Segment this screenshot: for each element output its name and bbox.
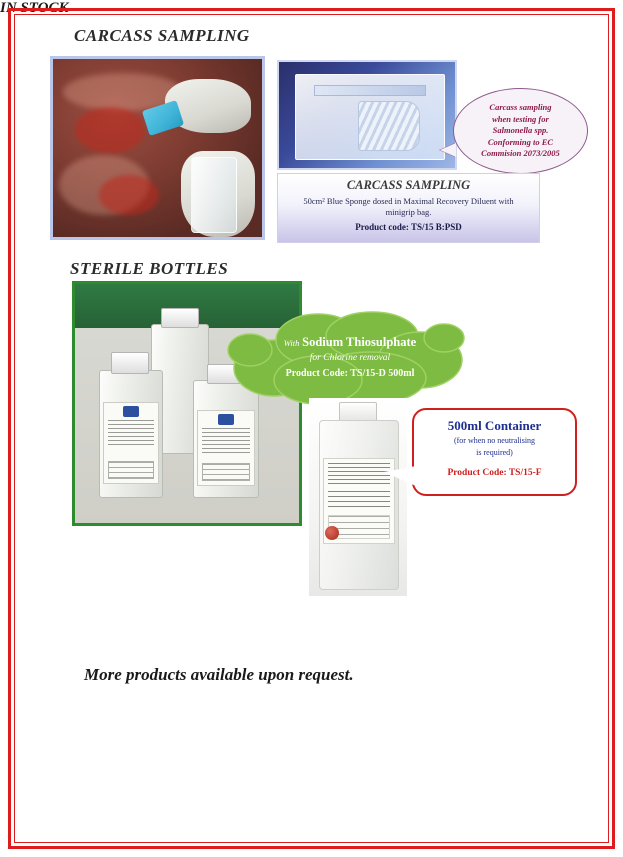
label-black-text (328, 491, 390, 511)
container-callout-title: 500ml Container (447, 418, 542, 433)
carcass-product-caption (277, 173, 540, 243)
container-photo (309, 398, 407, 596)
caption-heading: CARCASS SAMPLING (346, 178, 471, 192)
sponge-in-bag (358, 101, 420, 151)
label-detail-box (108, 461, 154, 479)
sponge-bag-photo (277, 60, 457, 170)
container-callout-sub-2: is required) (476, 448, 513, 458)
cloud-product-code: Product Code: TS/15-D 500ml (285, 367, 415, 379)
minigrip-bag (295, 74, 445, 160)
container-product-callout (412, 408, 577, 496)
label-seal-dot (325, 526, 339, 540)
sterile-bottles-heading: STERILE BOTTLES (70, 259, 229, 278)
cloud-callout-text (264, 334, 436, 381)
caption-line-2: minigrip bag. (385, 207, 432, 218)
carcass-sampling-heading: CARCASS SAMPLING (74, 26, 250, 45)
cloud-subtitle: for Chlorine removal (309, 352, 391, 363)
container-callout-sub-1: (for when no neutralising (453, 436, 536, 445)
bottle-label (103, 402, 159, 484)
cloud-title: Sodium Thiosulphate (302, 335, 417, 349)
ec-line-4: Conforming to EC (487, 136, 554, 147)
ec-compliance-callout (453, 88, 588, 174)
ec-callout-text (471, 102, 570, 159)
cloud-prefix: With (283, 338, 300, 348)
label-text-lines (202, 428, 250, 456)
ec-line-1: Carcass sampling (489, 102, 552, 113)
callout-tail (440, 143, 456, 157)
carcass-photo-tissue (75, 107, 145, 153)
footer-note: More products available upon request. (84, 665, 354, 684)
company-logo (218, 414, 234, 425)
carcass-photo-tissue (99, 175, 159, 215)
bottle-cap (111, 352, 149, 374)
callout-tail (384, 466, 416, 486)
caption-product-code: Product code: TS/15 B:PSD (355, 221, 462, 232)
in-stock-label: IN STOCK (0, 0, 69, 16)
ec-line-5: Commision 2073/2005 (481, 148, 560, 159)
caption-line-1: 50cm² Blue Sponge dosed in Maximal Recovery Diluent with (303, 196, 514, 206)
bottle-label (197, 410, 255, 486)
bag-seal-strip (314, 85, 426, 96)
carcass-sampling-photo (50, 56, 265, 240)
ec-line-3: Salmonella spp. (492, 125, 549, 136)
label-text-lines (108, 420, 154, 448)
sodium-thiosulphate-callout (222, 310, 470, 405)
label-red-text (328, 463, 390, 485)
bottle-cap (161, 308, 199, 328)
ec-line-2: when testing for (492, 113, 549, 124)
label-detail-box (202, 463, 250, 481)
container-product-code: Product Code: TS/15-F (447, 467, 542, 478)
company-logo (123, 406, 139, 417)
sample-bottle (191, 157, 237, 233)
